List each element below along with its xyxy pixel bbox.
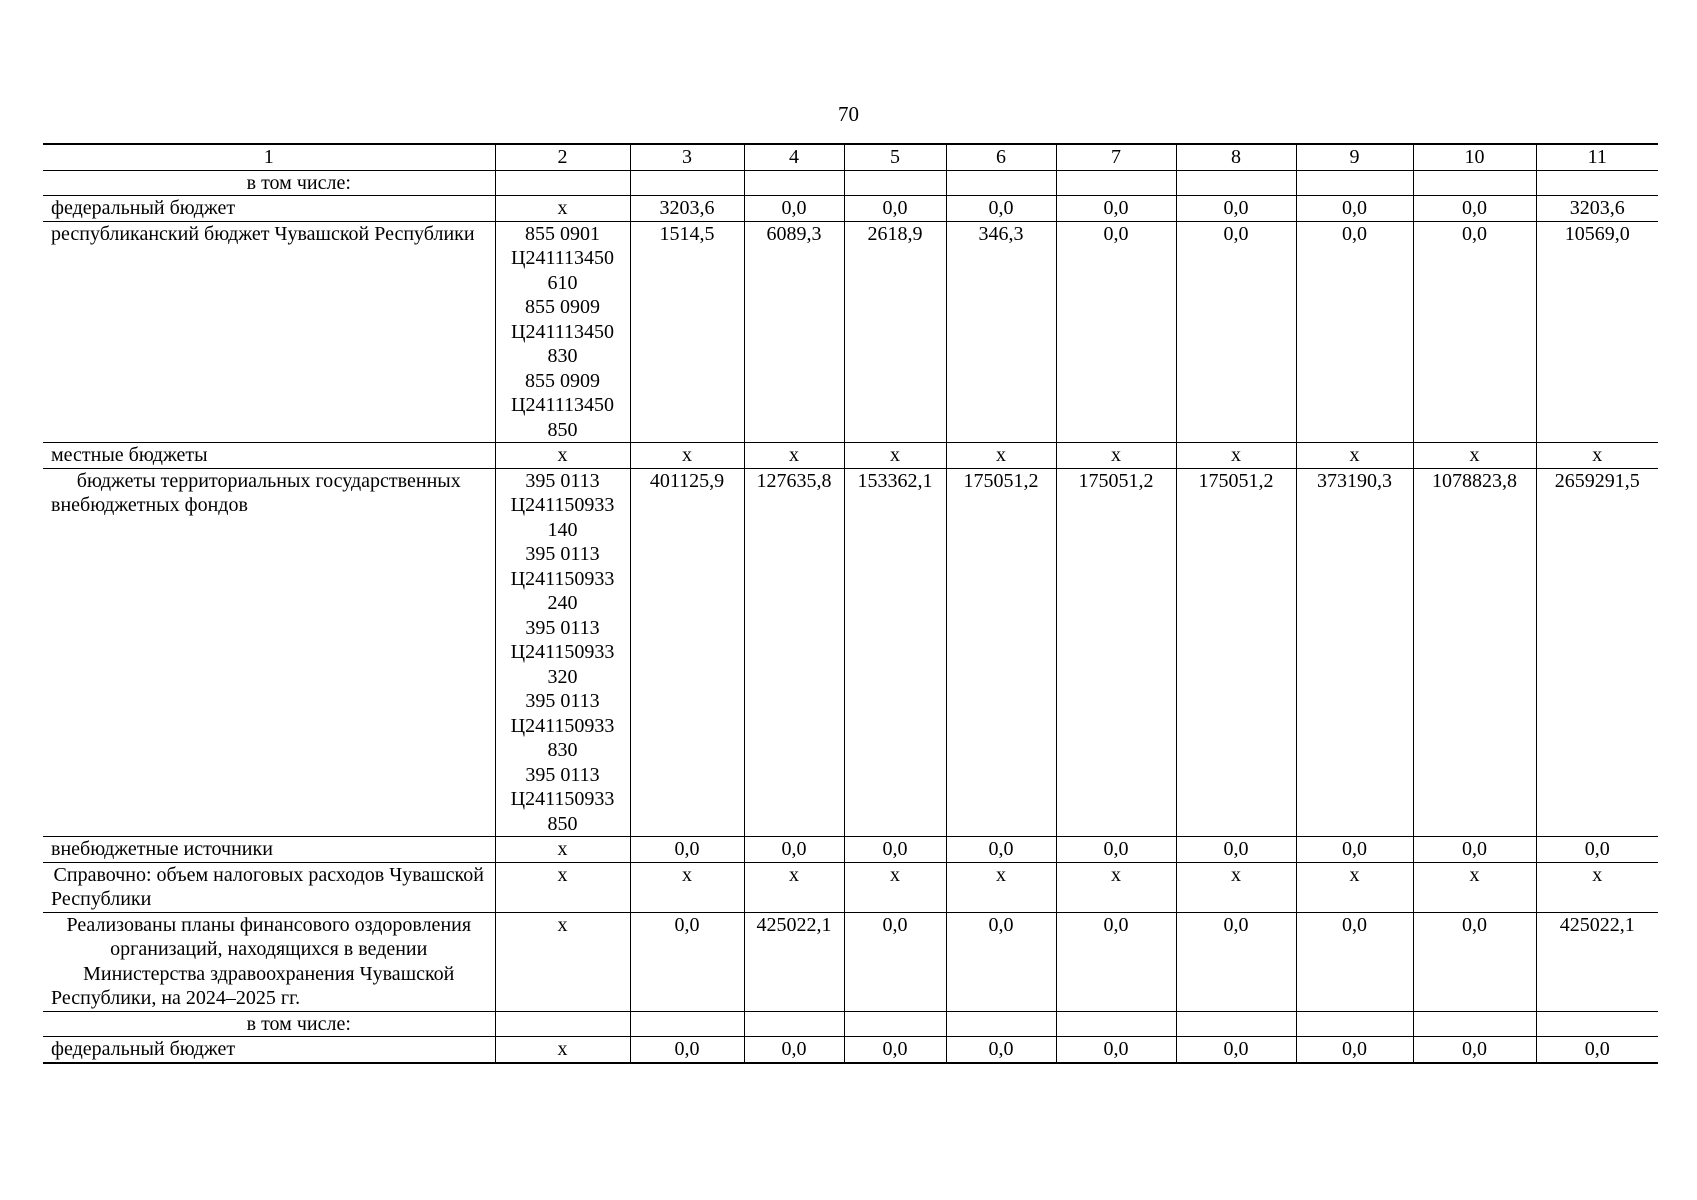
value-cell (844, 170, 946, 196)
value-cell (630, 1011, 744, 1037)
budget-code-cell: 395 0113 Ц241150933 140 395 0113 Ц241150933 240 395 0113 Ц241150933 320 395 0113 Ц241150933 830 395 0113 Ц241150933 850 (495, 468, 630, 837)
value-cell: 0,0 (1413, 912, 1536, 1011)
value-cell: x (1176, 862, 1296, 912)
value-cell (630, 170, 744, 196)
value-cell: 0,0 (1536, 1037, 1658, 1063)
value-cell: x (844, 443, 946, 469)
value-cell (744, 170, 844, 196)
value-cell: 1514,5 (630, 221, 744, 443)
value-cell: x (1296, 862, 1413, 912)
value-cell: 3203,6 (1536, 196, 1658, 222)
table-row (43, 912, 1658, 1011)
value-cell: 0,0 (1056, 196, 1176, 222)
budget-code-cell: 855 0901 Ц241113450 610 855 0909 Ц241113450 830 855 0909 Ц241113450 850 (495, 221, 630, 443)
table-row (43, 862, 1658, 912)
value-cell: 0,0 (1056, 912, 1176, 1011)
value-cell: 10569,0 (1536, 221, 1658, 443)
table-row (43, 443, 1658, 469)
value-cell: 0,0 (1176, 1037, 1296, 1063)
value-cell: x (1176, 443, 1296, 469)
header-row (43, 144, 1658, 170)
value-cell: 0,0 (1413, 1037, 1536, 1063)
value-cell: x (946, 443, 1056, 469)
budget-code-cell (495, 170, 630, 196)
value-cell (1176, 1011, 1296, 1037)
value-cell: 0,0 (1056, 1037, 1176, 1063)
budget-code-cell: x (495, 1037, 630, 1063)
value-cell: x (630, 443, 744, 469)
value-cell (844, 1011, 946, 1037)
subheading-cell: в том числе: (43, 1011, 495, 1037)
value-cell (1536, 170, 1658, 196)
value-cell: 0,0 (630, 912, 744, 1011)
table-row (43, 1037, 1658, 1063)
value-cell: 175051,2 (1176, 468, 1296, 837)
value-cell: 0,0 (844, 1037, 946, 1063)
value-cell (946, 1011, 1056, 1037)
table-row (43, 468, 1658, 837)
value-cell: 0,0 (1413, 837, 1536, 863)
table-row (43, 196, 1658, 222)
value-cell: 425022,1 (1536, 912, 1658, 1011)
value-cell: 0,0 (1176, 196, 1296, 222)
row-name-cell: внебюджетные источники (43, 837, 495, 863)
value-cell: 0,0 (1176, 837, 1296, 863)
value-cell: 0,0 (744, 837, 844, 863)
value-cell: x (1296, 443, 1413, 469)
row-name-cell: Реализованы планы финансового оздоровления организаций, находящихся в ведении Министерства здравоохранения Чувашской Республики, на 2024–2025 гг. (43, 912, 495, 1011)
header-cell: 9 (1296, 144, 1413, 170)
value-cell: 0,0 (1296, 837, 1413, 863)
value-cell: 0,0 (1296, 196, 1413, 222)
header-cell: 6 (946, 144, 1056, 170)
value-cell: 0,0 (744, 196, 844, 222)
value-cell: 0,0 (946, 196, 1056, 222)
row-name-cell: федеральный бюджет (43, 1037, 495, 1063)
table-row (43, 221, 1658, 443)
table-row (43, 170, 1658, 196)
value-cell: 0,0 (1296, 221, 1413, 443)
row-name-cell: республиканский бюджет Чувашской Республики (43, 221, 495, 443)
row-name-cell: бюджеты территориальных государственных внебюджетных фондов (43, 468, 495, 837)
header-cell: 7 (1056, 144, 1176, 170)
value-cell: 0,0 (1176, 912, 1296, 1011)
header-cell: 10 (1413, 144, 1536, 170)
value-cell: 0,0 (946, 912, 1056, 1011)
value-cell: 0,0 (1413, 221, 1536, 443)
row-name-cell: Справочно: объем налоговых расходов Чувашской Республики (43, 862, 495, 912)
header-cell: 2 (495, 144, 630, 170)
table-row (43, 837, 1658, 863)
budget-code-cell: x (495, 837, 630, 863)
header-cell: 1 (43, 144, 495, 170)
value-cell: 0,0 (630, 1037, 744, 1063)
budget-code-cell: x (495, 862, 630, 912)
value-cell: 373190,3 (1296, 468, 1413, 837)
value-cell: 401125,9 (630, 468, 744, 837)
subheading-cell: в том числе: (43, 170, 495, 196)
value-cell: 0,0 (1413, 196, 1536, 222)
value-cell: x (1056, 862, 1176, 912)
value-cell: 0,0 (1536, 837, 1658, 863)
value-cell (1056, 170, 1176, 196)
value-cell: 0,0 (1296, 912, 1413, 1011)
value-cell: 127635,8 (744, 468, 844, 837)
value-cell: x (1536, 443, 1658, 469)
header-cell: 4 (744, 144, 844, 170)
value-cell (1296, 170, 1413, 196)
header-cell: 5 (844, 144, 946, 170)
row-name-cell: федеральный бюджет (43, 196, 495, 222)
value-cell (1296, 1011, 1413, 1037)
value-cell: 0,0 (844, 837, 946, 863)
value-cell: x (1413, 862, 1536, 912)
value-cell (1176, 170, 1296, 196)
header-cell: 8 (1176, 144, 1296, 170)
value-cell: 0,0 (946, 837, 1056, 863)
budget-table (43, 143, 1658, 1064)
value-cell: x (844, 862, 946, 912)
value-cell: 0,0 (1296, 1037, 1413, 1063)
value-cell: x (744, 443, 844, 469)
value-cell: x (946, 862, 1056, 912)
value-cell (1536, 1011, 1658, 1037)
table-row (43, 1011, 1658, 1037)
value-cell (946, 170, 1056, 196)
value-cell: x (1536, 862, 1658, 912)
header-cell: 3 (630, 144, 744, 170)
value-cell: 346,3 (946, 221, 1056, 443)
value-cell: 175051,2 (946, 468, 1056, 837)
value-cell: 2618,9 (844, 221, 946, 443)
value-cell (1413, 1011, 1536, 1037)
value-cell (1413, 170, 1536, 196)
page-number: 70 (838, 102, 859, 126)
value-cell: 2659291,5 (1536, 468, 1658, 837)
value-cell: 425022,1 (744, 912, 844, 1011)
budget-code-cell: x (495, 443, 630, 469)
value-cell: x (744, 862, 844, 912)
table-body (43, 144, 1658, 1063)
value-cell: x (630, 862, 744, 912)
value-cell: 0,0 (1056, 837, 1176, 863)
value-cell: x (1056, 443, 1176, 469)
value-cell: 1078823,8 (1413, 468, 1536, 837)
value-cell: 6089,3 (744, 221, 844, 443)
budget-code-cell: x (495, 912, 630, 1011)
value-cell: 0,0 (844, 912, 946, 1011)
value-cell: 0,0 (630, 837, 744, 863)
header-cell: 11 (1536, 144, 1658, 170)
value-cell: 175051,2 (1056, 468, 1176, 837)
budget-code-cell (495, 1011, 630, 1037)
value-cell: 153362,1 (844, 468, 946, 837)
value-cell: 0,0 (1176, 221, 1296, 443)
value-cell: 3203,6 (630, 196, 744, 222)
row-name-cell: местные бюджеты (43, 443, 495, 469)
value-cell (744, 1011, 844, 1037)
value-cell: 0,0 (744, 1037, 844, 1063)
value-cell: x (1413, 443, 1536, 469)
budget-code-cell: x (495, 196, 630, 222)
value-cell: 0,0 (1056, 221, 1176, 443)
value-cell (1056, 1011, 1176, 1037)
value-cell: 0,0 (844, 196, 946, 222)
value-cell: 0,0 (946, 1037, 1056, 1063)
